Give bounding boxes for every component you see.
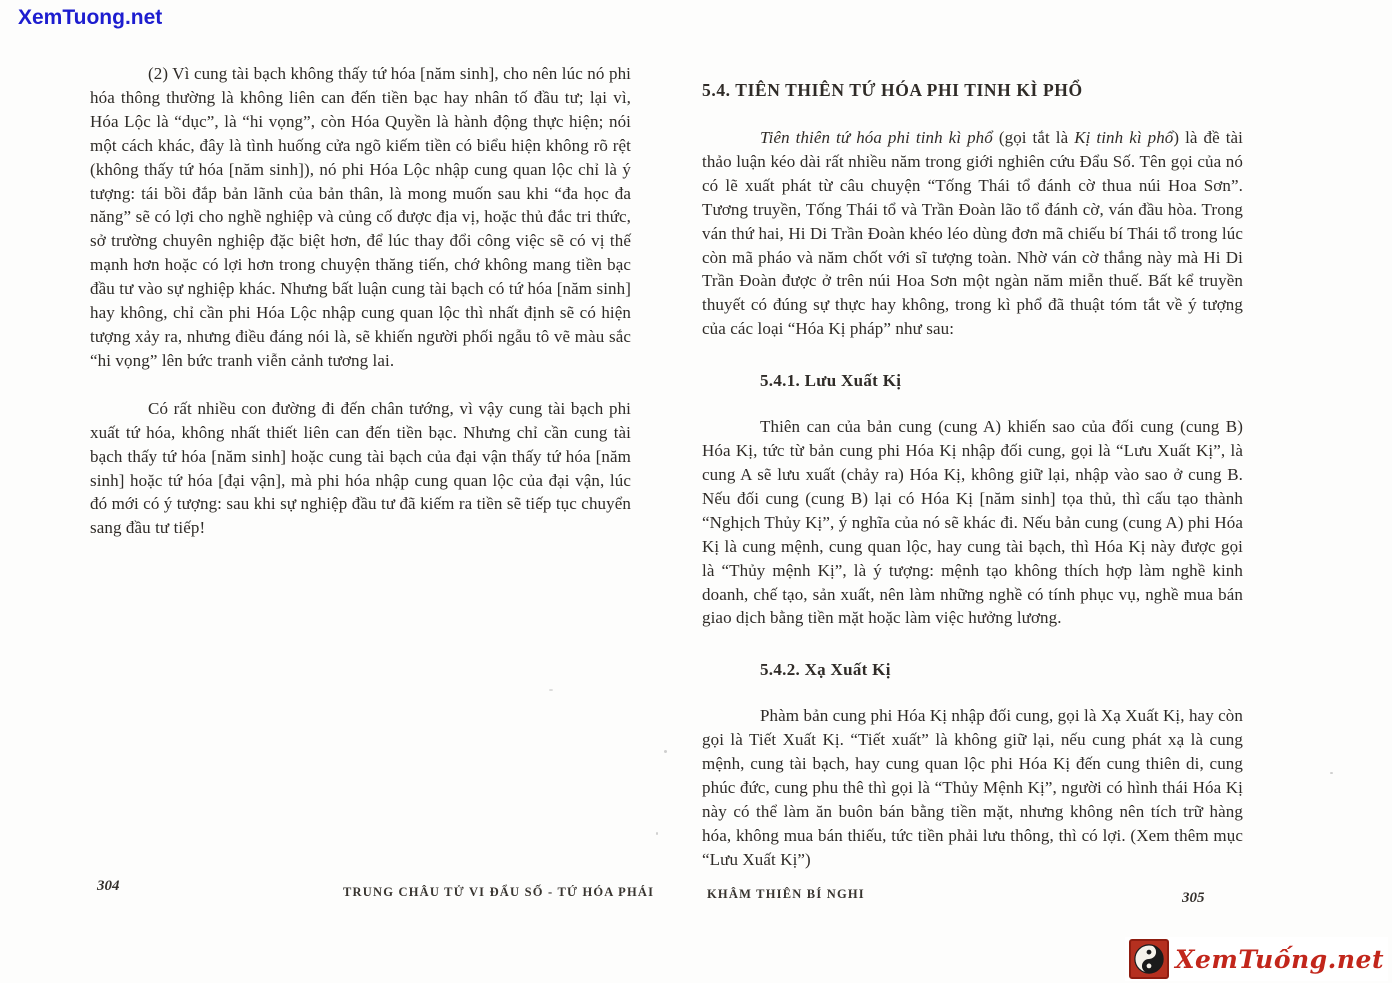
- watermark-logo-link[interactable]: [1125, 937, 1388, 981]
- left-page: [90, 62, 631, 540]
- italic-term: Kị tinh kì phổ: [1074, 128, 1174, 147]
- right-page: [702, 80, 1243, 872]
- text-run: ) là đề tài thảo luận kéo dài rất nhiều năm trong giới nghiên cứu Đẩu Số. Tên gọi của nó có lẽ xuất phát từ câu chuyện “Tống Thái tổ đánh cờ thua núi Hoa Sơn”. Tương truyền, Tống Thái tổ và Trần Đoàn lão tổ đánh cờ, ván đầu hòa. Trong ván thứ hai, Hi Di Trần Đoàn khéo léo dùng đơn mã chiếu bí Thái tổ trong lúc còn mã pháo và năm chốt với sĩ tượng toàn. Nhờ ván cờ thắng này mà Hi Di Trần Đoàn được ở trên núi Hoa Sơn một ngàn năm miễn thuế. Bất kể truyền thuyết có đúng sự thực hay không, trong kì phổ đã thuật tóm tắt về ý tượng của các loại “Hóa Kị pháp” như sau:: [702, 128, 1243, 339]
- paragraph: Phàm bản cung phi Hóa Kị nhập đối cung, gọi là Xạ Xuất Kị, hay còn gọi là Tiết Xuất Kị. “Tiết xuất” là không giữ lại, nếu cung phát xạ là cung mệnh, cung tài bạch, hay cung quan lộc phi Hóa Kị đến cung thiên di, cung phúc đức, cung phu thê thì gọi là “Thủy Mệnh Kị”, người có hình thái Hóa Kị này có thể làm ăn buôn bán bằng tiền mặt, nhưng không nên tích trữ hàng hóa, không mua bán thiếu, tức tiền phải lưu thông, thì có lợi. (Xem thêm mục “Lưu Xuất Kị”): [702, 706, 1243, 869]
- scan-speck: [1330, 772, 1333, 774]
- text-run: (gọi tắt là: [992, 128, 1075, 147]
- paragraph: Thiên can của bản cung (cung A) khiến sao của đối cung (cung B) Hóa Kị, tức từ bản cung phi Hóa Kị nhập đối cung, gọi là “Lưu Xuất Kị”, là cung A sẽ lưu xuất (chảy ra) Hóa Kị, không giữ lại, nhập vào sao ở cung B. Nếu đối cung (cung B) lại có Hóa Kị [năm sinh] tọa thủ, thì cấu tạo thành “Nghịch Thủy Kị”, ý nghĩa của nó sẽ khác đi. Nếu bản cung (cung A) phi Hóa Kị là cung mệnh, cung quan lộc, hay cung tài bạch, thì Hóa Kị này được gọi là “Thủy mệnh Kị”, là ý tượng: mệnh tạo không thích hợp làm nghề kinh doanh, chế tạo, sản xuất, nên làm những nghề có tính phục vụ, nghề mua bán giao dịch bằng tiền mặt hoặc làm việc hưởng lương.: [702, 417, 1243, 628]
- left-running-title: TRUNG CHÂU TỬ VI ĐẨU SỐ - TỨ HÓA PHÁI: [343, 885, 655, 899]
- scan-speck: [549, 689, 553, 691]
- italic-term: Tiên thiên tứ hóa phi tinh kì phổ: [760, 128, 993, 147]
- subsection-heading: 5.4.2. Xạ Xuất Kị: [760, 660, 891, 680]
- watermark-link-top[interactable]: XemTuong.net: [18, 6, 163, 29]
- right-page-number: 305: [1182, 890, 1205, 906]
- paragraph: [702, 126, 1243, 341]
- section-heading: 5.4. TIÊN THIÊN TỨ HÓA PHI TINH KÌ PHỔ: [702, 80, 1083, 100]
- scan-speck: [656, 832, 658, 835]
- scan-speck: [664, 750, 667, 753]
- watermark-logo-text: XemTuống.net: [1175, 944, 1384, 974]
- paragraph: (2) Vì cung tài bạch không thấy tứ hóa [năm sinh], cho nên lúc nó phi hóa thông thường là không liên can đến tiền bạc hay nhân tố đầu tư; lại vì, Hóa Lộc là “dục”, là “hi vọng”, còn Hóa Quyền là hành động thực hiện; nói một cách khác, đây là tình huống cửa ngõ kiếm tiền có biểu hiện không rõ rệt (không thấy tứ hóa [năm sinh]), nó phi Hóa Lộc nhập cung quan lộc chỉ là ý tượng: tái bồi đắp bản lãnh của bản thân, là mong muốn sau khi “đa học đa năng” sẽ có lợi cho nghề nghiệp và củng cố được địa vị, hoặc thủ đắc tri thức, sở trường chuyên nghiệp đặc biệt hơn, để lúc thay đổi công việc sẽ có vị thế mạnh hơn hoặc có lợi hơn trong chuyện thăng tiến, chớ không mang tiền bạc đầu tư vào sự nghiệp khác. Nhưng bất luận cung tài bạch có tứ hóa [năm sinh] hay không, chỉ cần phi Hóa Lộc nhập cung quan lộc thì nhất định sẽ có hiện tượng xảy ra, nhưng điều đáng nói là, sẽ khiến người phối ngẫu tô vẽ màu sắc “hi vọng” lên bức tranh viễn cảnh tương lai.: [90, 64, 631, 370]
- right-running-title: KHÂM THIÊN BÍ NGHI: [707, 887, 865, 901]
- left-page-number: 304: [97, 878, 120, 894]
- paragraph: Có rất nhiều con đường đi đến chân tướng, vì vậy cung tài bạch phi xuất tứ hóa, không nhất thiết liên can đến tiền bạc. Nhưng chỉ cần cung tài bạch thấy tứ hóa [năm sinh] hoặc cung tài bạch của đại vận thấy tứ hóa [năm sinh] hoặc tứ hóa [đại vận], mà phi hóa nhập cung quan lộc của đại vận, lúc đó mới có ý tượng: sau khi sự nghiệp đầu tư đã kiếm ra tiền sẽ tiếp tục chuyển sang đầu tư tiếp!: [90, 398, 631, 538]
- yin-yang-icon: [1129, 939, 1169, 979]
- subsection-heading: 5.4.1. Lưu Xuất Kị: [760, 371, 902, 391]
